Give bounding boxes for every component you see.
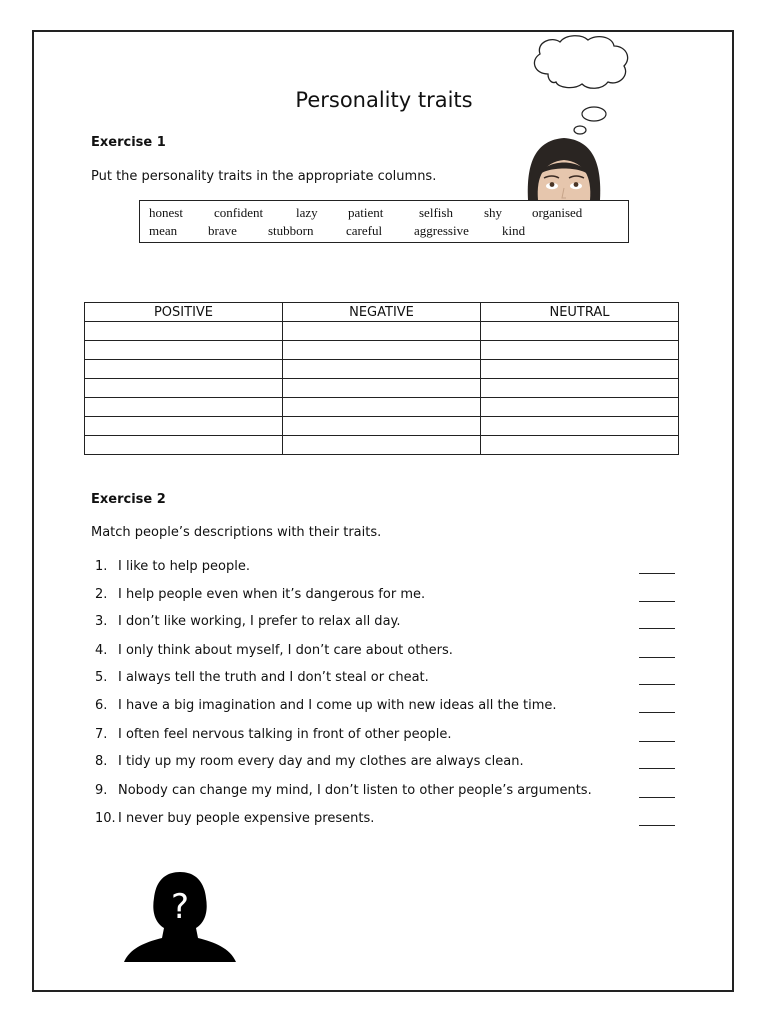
word-shy: shy	[484, 205, 503, 220]
table-cell[interactable]	[283, 436, 481, 455]
exercise-2-instruction: Match people’s descriptions with their traits.	[91, 525, 382, 540]
word-patient: patient	[348, 205, 384, 220]
word-careful: careful	[346, 223, 383, 238]
table-cell[interactable]	[85, 360, 283, 379]
table-cell[interactable]	[481, 417, 679, 436]
answer-blank[interactable]	[639, 768, 675, 769]
list-item: 5. I always tell the truth and I don’t steal or cheat.	[95, 670, 429, 685]
table-cell[interactable]	[481, 360, 679, 379]
table-row	[85, 417, 679, 436]
word-box	[139, 200, 629, 243]
table-row	[85, 322, 679, 341]
answer-blank[interactable]	[639, 657, 675, 658]
table-cell[interactable]	[283, 379, 481, 398]
table-cell[interactable]	[283, 341, 481, 360]
traits-table-header	[85, 303, 679, 322]
column-negative: NEGATIVE	[283, 303, 481, 322]
table-cell[interactable]	[85, 417, 283, 436]
table-cell[interactable]	[283, 360, 481, 379]
word-stubborn: stubborn	[268, 223, 314, 238]
answer-blank[interactable]	[639, 741, 675, 742]
table-cell[interactable]	[481, 379, 679, 398]
answer-blank[interactable]	[639, 573, 675, 574]
table-cell[interactable]	[481, 436, 679, 455]
word-confident: confident	[214, 205, 264, 220]
list-item: 9. Nobody can change my mind, I don’t listen to other people’s arguments.	[95, 783, 592, 798]
table-cell[interactable]	[85, 379, 283, 398]
table-cell[interactable]	[481, 322, 679, 341]
table-row	[85, 360, 679, 379]
question-mark: ?	[170, 887, 190, 927]
table-cell[interactable]	[283, 398, 481, 417]
exercise-2-heading: Exercise 2	[91, 492, 166, 507]
word-kind: kind	[502, 223, 526, 238]
list-item: 8. I tidy up my room every day and my clothes are always clean.	[95, 754, 524, 769]
word-selfish: selfish	[419, 205, 453, 220]
table-cell[interactable]	[85, 341, 283, 360]
table-row	[85, 398, 679, 417]
traits-table	[84, 302, 679, 455]
list-item: 2. I help people even when it’s dangerous for me.	[95, 587, 426, 602]
page-title: Personality traits	[295, 88, 473, 112]
table-cell[interactable]	[481, 398, 679, 417]
word-brave: brave	[208, 223, 237, 238]
table-cell[interactable]	[85, 322, 283, 341]
word-lazy: lazy	[296, 205, 318, 220]
answer-blank[interactable]	[639, 628, 675, 629]
list-item: 4. I only think about myself, I don’t care about others.	[95, 643, 453, 658]
exercise-1-instruction: Put the personality traits in the appropriate columns.	[91, 169, 437, 184]
list-item: 7. I often feel nervous talking in front of other people.	[95, 727, 452, 742]
word-mean: mean	[149, 223, 178, 238]
answer-blank[interactable]	[639, 797, 675, 798]
table-row	[85, 379, 679, 398]
answer-blank[interactable]	[639, 825, 675, 826]
list-item: 1. I like to help people.	[95, 559, 250, 574]
table-cell[interactable]	[85, 436, 283, 455]
word-organised: organised	[532, 205, 583, 220]
answer-blank[interactable]	[639, 684, 675, 685]
list-item: 10. I never buy people expensive presents.	[95, 811, 375, 826]
list-item: 3. I don’t like working, I prefer to relax all day.	[95, 614, 401, 629]
column-positive: POSITIVE	[85, 303, 283, 322]
question-silhouette-icon	[124, 870, 236, 962]
table-row	[85, 341, 679, 360]
word-aggressive: aggressive	[414, 223, 469, 238]
table-cell[interactable]	[85, 398, 283, 417]
column-neutral: NEUTRAL	[481, 303, 679, 322]
table-cell[interactable]	[283, 322, 481, 341]
answer-blank[interactable]	[639, 601, 675, 602]
table-cell[interactable]	[283, 417, 481, 436]
answer-blank[interactable]	[639, 712, 675, 713]
exercise-1-heading: Exercise 1	[91, 135, 166, 150]
woman-face-image	[522, 132, 606, 200]
table-row	[85, 436, 679, 455]
thought-bubble-icon	[528, 34, 634, 136]
table-cell[interactable]	[481, 341, 679, 360]
list-item: 6. I have a big imagination and I come up with new ideas all the time.	[95, 698, 557, 713]
word-honest: honest	[149, 205, 183, 220]
